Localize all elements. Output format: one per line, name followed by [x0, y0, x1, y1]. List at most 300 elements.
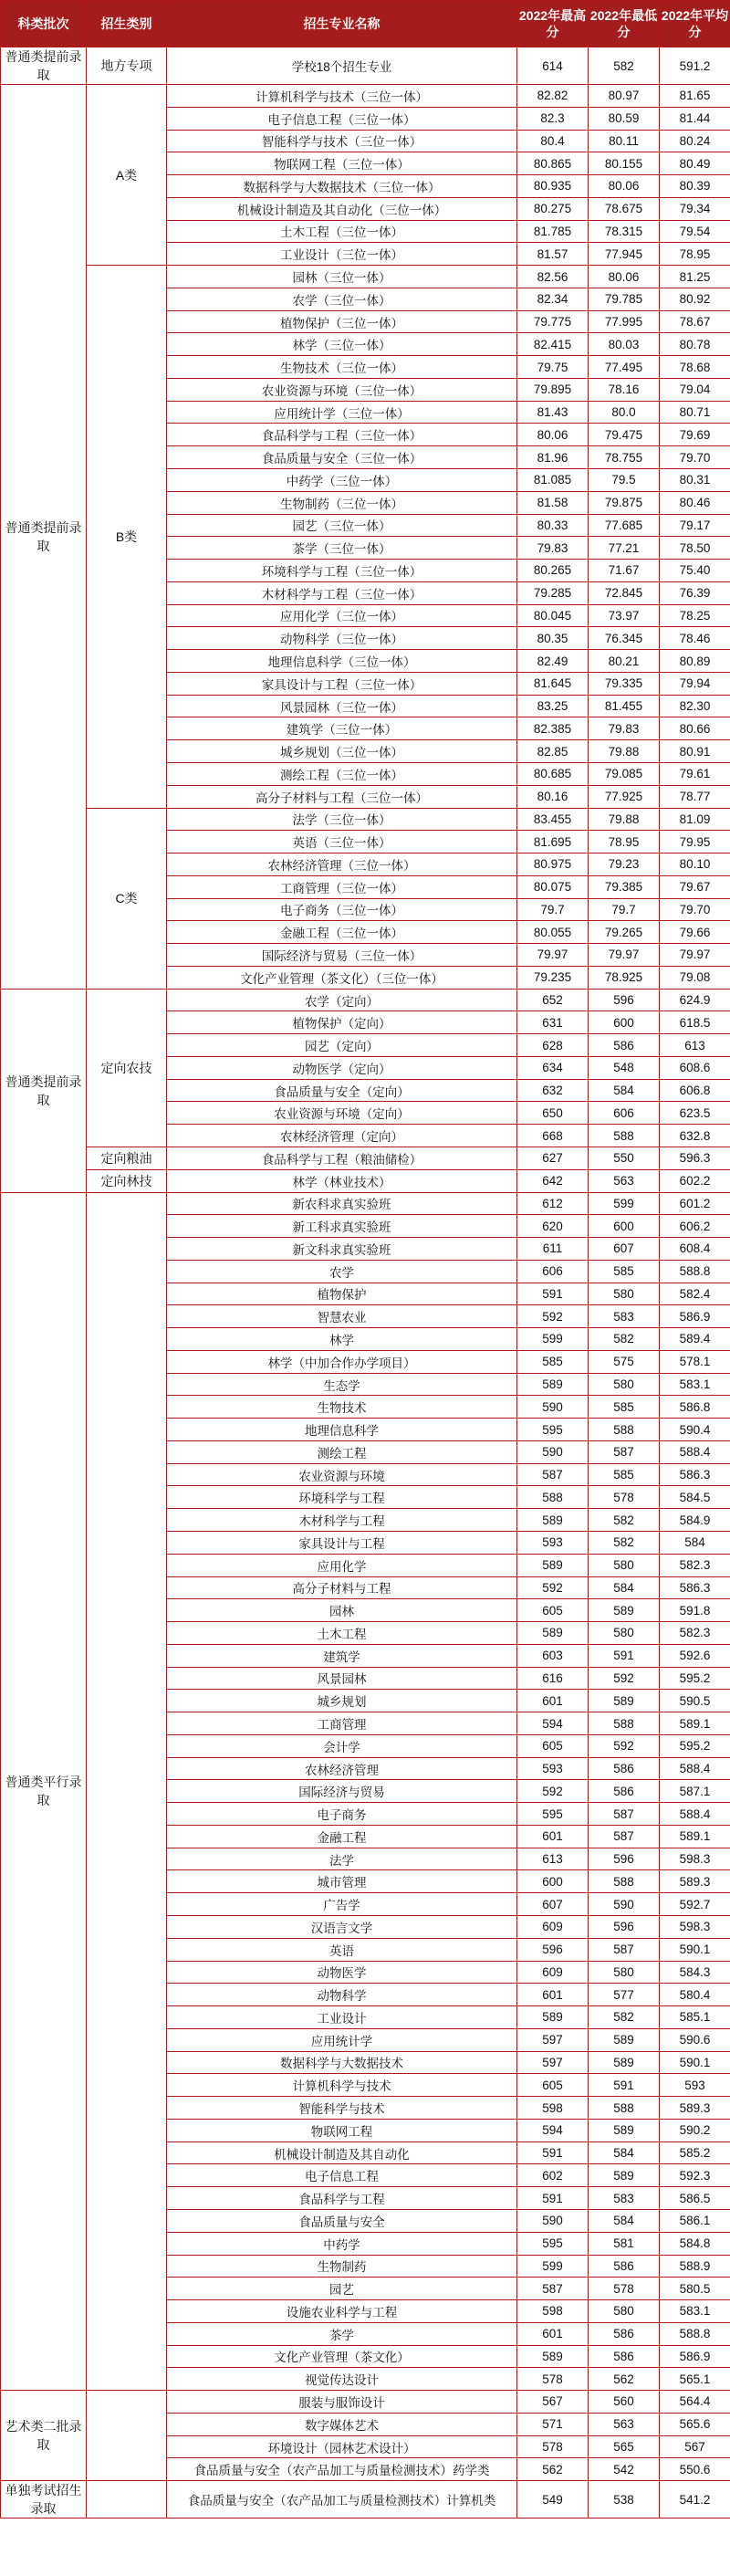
- min-score-cell: 582: [589, 1509, 660, 1532]
- min-score-cell: 584: [589, 1079, 660, 1102]
- avg-score-cell: 78.77: [660, 785, 730, 808]
- max-score-cell: 599: [517, 1328, 589, 1351]
- avg-score-cell: 580.4: [660, 1984, 730, 2006]
- min-score-cell: 585: [589, 1260, 660, 1283]
- max-score-cell: 632: [517, 1079, 589, 1102]
- avg-score-cell: 596.3: [660, 1147, 730, 1169]
- major-name-cell: 高分子材料与工程: [167, 1576, 517, 1599]
- max-score-cell: 594: [517, 1712, 589, 1735]
- major-name-cell: 食品质量与安全（定向）: [167, 1079, 517, 1102]
- avg-score-cell: 81.09: [660, 808, 730, 831]
- max-score-cell: 79.235: [517, 966, 589, 989]
- min-score-cell: 578: [589, 2278, 660, 2300]
- avg-score-cell: 589.3: [660, 2097, 730, 2120]
- avg-score-cell: 590.4: [660, 1419, 730, 1441]
- max-score-cell: 595: [517, 1419, 589, 1441]
- avg-score-cell: 585.2: [660, 2141, 730, 2164]
- major-name-cell: 高分子材料与工程（三位一体）: [167, 785, 517, 808]
- min-score-cell: 590: [589, 1893, 660, 1916]
- category-cell: [87, 1192, 167, 2391]
- major-name-cell: 应用统计学（三位一体）: [167, 401, 517, 424]
- avg-score-cell: 78.50: [660, 537, 730, 560]
- min-score-cell: 79.265: [589, 921, 660, 944]
- table-row: [1, 989, 730, 1011]
- major-name-cell: 生物制药（三位一体）: [167, 491, 517, 514]
- major-name-cell: 电子信息工程（三位一体）: [167, 107, 517, 130]
- max-score-cell: 589: [517, 1373, 589, 1396]
- min-score-cell: 79.88: [589, 740, 660, 763]
- table-row: [1, 1147, 730, 1169]
- min-score-cell: 582: [589, 1532, 660, 1555]
- batch-cell: 普通类提前录取: [1, 47, 87, 85]
- min-score-cell: 79.83: [589, 717, 660, 740]
- avg-score-cell: 79.54: [660, 220, 730, 243]
- header-category: 招生类别: [87, 1, 167, 47]
- max-score-cell: 603: [517, 1644, 589, 1667]
- max-score-cell: 80.33: [517, 514, 589, 537]
- min-score-cell: 78.925: [589, 966, 660, 989]
- max-score-cell: 616: [517, 1667, 589, 1690]
- avg-score-cell: 587.1: [660, 1780, 730, 1803]
- max-score-cell: 80.045: [517, 604, 589, 627]
- major-name-cell: 城市管理: [167, 1870, 517, 1893]
- major-name-cell: 文化产业管理（茶文化）（三位一体）: [167, 966, 517, 989]
- avg-score-cell: 79.17: [660, 514, 730, 537]
- major-name-cell: 植物保护（定向）: [167, 1011, 517, 1034]
- max-score-cell: 591: [517, 2141, 589, 2164]
- avg-score-cell: 598.3: [660, 1916, 730, 1939]
- max-score-cell: 80.265: [517, 560, 589, 582]
- min-score-cell: 577: [589, 1984, 660, 2006]
- min-score-cell: 79.23: [589, 853, 660, 876]
- max-score-cell: 567: [517, 2391, 589, 2414]
- min-score-cell: 80.97: [589, 85, 660, 108]
- max-score-cell: 597: [517, 2051, 589, 2074]
- min-score-cell: 589: [589, 2119, 660, 2141]
- min-score-cell: 583: [589, 2187, 660, 2210]
- major-name-cell: 食品质量与安全: [167, 2209, 517, 2232]
- avg-score-cell: 585.1: [660, 2006, 730, 2029]
- max-score-cell: 81.645: [517, 672, 589, 695]
- header-min-score: 2022年最低分: [589, 1, 660, 47]
- max-score-cell: 628: [517, 1034, 589, 1057]
- batch-cell: 普通类提前录取: [1, 989, 87, 1192]
- max-score-cell: 578: [517, 2435, 589, 2458]
- major-name-cell: 服装与服饰设计: [167, 2391, 517, 2414]
- avg-score-cell: 589.1: [660, 1825, 730, 1848]
- major-name-cell: 机械设计制造及其自动化（三位一体）: [167, 197, 517, 220]
- avg-score-cell: 584.9: [660, 1509, 730, 1532]
- max-score-cell: 82.85: [517, 740, 589, 763]
- max-score-cell: 81.785: [517, 220, 589, 243]
- max-score-cell: 601: [517, 1984, 589, 2006]
- min-score-cell: 588: [589, 1419, 660, 1441]
- major-name-cell: 环境设计（园林艺术设计）: [167, 2435, 517, 2458]
- max-score-cell: 642: [517, 1169, 589, 1192]
- major-name-cell: 工商管理（三位一体）: [167, 875, 517, 898]
- major-name-cell: 家具设计与工程: [167, 1532, 517, 1555]
- min-score-cell: 596: [589, 1916, 660, 1939]
- min-score-cell: 80.21: [589, 650, 660, 673]
- max-score-cell: 82.49: [517, 650, 589, 673]
- min-score-cell: 550: [589, 1147, 660, 1169]
- category-cell: 定向林技: [87, 1169, 167, 1192]
- min-score-cell: 79.7: [589, 898, 660, 921]
- min-score-cell: 586: [589, 1780, 660, 1803]
- avg-score-cell: 583.1: [660, 2300, 730, 2323]
- max-score-cell: 607: [517, 1893, 589, 1916]
- max-score-cell: 589: [517, 1554, 589, 1576]
- max-score-cell: 598: [517, 2300, 589, 2323]
- max-score-cell: 549: [517, 2481, 589, 2518]
- max-score-cell: 590: [517, 2209, 589, 2232]
- min-score-cell: 560: [589, 2391, 660, 2414]
- avg-score-cell: 618.5: [660, 1011, 730, 1034]
- max-score-cell: 591: [517, 2187, 589, 2210]
- avg-score-cell: 601.2: [660, 1192, 730, 1215]
- avg-score-cell: 589.4: [660, 1328, 730, 1351]
- max-score-cell: 83.455: [517, 808, 589, 831]
- max-score-cell: 587: [517, 2278, 589, 2300]
- major-name-cell: 电子商务（三位一体）: [167, 898, 517, 921]
- major-name-cell: 食品质量与安全（农产品加工与质量检测技术）计算机类: [167, 2481, 517, 2518]
- avg-score-cell: 79.69: [660, 424, 730, 446]
- min-score-cell: 80.11: [589, 130, 660, 152]
- min-score-cell: 600: [589, 1215, 660, 1238]
- max-score-cell: 83.25: [517, 695, 589, 717]
- major-name-cell: 中药学: [167, 2232, 517, 2255]
- min-score-cell: 589: [589, 1599, 660, 1622]
- max-score-cell: 80.975: [517, 853, 589, 876]
- header-row: [1, 1, 730, 47]
- max-score-cell: 80.865: [517, 152, 589, 175]
- min-score-cell: 562: [589, 2368, 660, 2391]
- table-row: [1, 85, 730, 108]
- avg-score-cell: 586.9: [660, 2345, 730, 2368]
- min-score-cell: 79.385: [589, 875, 660, 898]
- max-score-cell: 591: [517, 1283, 589, 1305]
- min-score-cell: 578: [589, 1486, 660, 1509]
- major-name-cell: 风景园林: [167, 1667, 517, 1690]
- avg-score-cell: 598.3: [660, 1848, 730, 1870]
- min-score-cell: 77.995: [589, 310, 660, 333]
- major-name-cell: 计算机科学与技术（三位一体）: [167, 85, 517, 108]
- avg-score-cell: 588.4: [660, 1440, 730, 1463]
- max-score-cell: 612: [517, 1192, 589, 1215]
- avg-score-cell: 592.7: [660, 1893, 730, 1916]
- min-score-cell: 592: [589, 1667, 660, 1690]
- major-name-cell: 国际经济与贸易（三位一体）: [167, 944, 517, 967]
- min-score-cell: 79.875: [589, 491, 660, 514]
- major-name-cell: 地理信息科学: [167, 1419, 517, 1441]
- max-score-cell: 598: [517, 2097, 589, 2120]
- avg-score-cell: 80.92: [660, 288, 730, 310]
- min-score-cell: 586: [589, 2345, 660, 2368]
- category-cell: 定向农技: [87, 989, 167, 1147]
- min-score-cell: 79.785: [589, 288, 660, 310]
- min-score-cell: 77.21: [589, 537, 660, 560]
- category-cell: 地方专项: [87, 47, 167, 85]
- max-score-cell: 82.415: [517, 333, 589, 356]
- batch-cell: 普通类平行录取: [1, 1192, 87, 2391]
- avg-score-cell: 76.39: [660, 581, 730, 604]
- major-name-cell: 生物制药: [167, 2255, 517, 2278]
- min-score-cell: 71.67: [589, 560, 660, 582]
- min-score-cell: 588: [589, 1712, 660, 1735]
- avg-score-cell: 79.97: [660, 944, 730, 967]
- max-score-cell: 593: [517, 1757, 589, 1780]
- major-name-cell: 文化产业管理（茶文化）: [167, 2345, 517, 2368]
- major-name-cell: 园艺（三位一体）: [167, 514, 517, 537]
- min-score-cell: 78.755: [589, 446, 660, 469]
- max-score-cell: 609: [517, 1916, 589, 1939]
- major-name-cell: 茶学: [167, 2322, 517, 2345]
- avg-score-cell: 79.70: [660, 898, 730, 921]
- avg-score-cell: 586.8: [660, 1396, 730, 1419]
- major-name-cell: 数据科学与大数据技术（三位一体）: [167, 175, 517, 198]
- min-score-cell: 587: [589, 1825, 660, 1848]
- major-name-cell: 学校18个招生专业: [167, 47, 517, 85]
- max-score-cell: 631: [517, 1011, 589, 1034]
- major-name-cell: 园林: [167, 1599, 517, 1622]
- avg-score-cell: 590.1: [660, 1938, 730, 1961]
- min-score-cell: 575: [589, 1350, 660, 1373]
- min-score-cell: 589: [589, 1690, 660, 1712]
- min-score-cell: 588: [589, 1125, 660, 1147]
- avg-score-cell: 81.25: [660, 266, 730, 288]
- avg-score-cell: 79.34: [660, 197, 730, 220]
- min-score-cell: 589: [589, 2164, 660, 2187]
- avg-score-cell: 623.5: [660, 1102, 730, 1125]
- major-name-cell: 农业资源与环境: [167, 1463, 517, 1486]
- min-score-cell: 582: [589, 2006, 660, 2029]
- major-name-cell: 生态学: [167, 1373, 517, 1396]
- major-name-cell: 农学: [167, 1260, 517, 1283]
- major-name-cell: 数字媒体艺术: [167, 2413, 517, 2435]
- max-score-cell: 589: [517, 1509, 589, 1532]
- min-score-cell: 584: [589, 2141, 660, 2164]
- avg-score-cell: 78.67: [660, 310, 730, 333]
- avg-score-cell: 592.6: [660, 1644, 730, 1667]
- major-name-cell: 应用统计学: [167, 2028, 517, 2051]
- major-name-cell: 物联网工程（三位一体）: [167, 152, 517, 175]
- max-score-cell: 627: [517, 1147, 589, 1169]
- major-name-cell: 动物医学（定向）: [167, 1056, 517, 1079]
- major-name-cell: 新文科求真实验班: [167, 1238, 517, 1261]
- category-cell: A类: [87, 85, 167, 266]
- min-score-cell: 80.06: [589, 266, 660, 288]
- max-score-cell: 80.055: [517, 921, 589, 944]
- category-cell: [87, 2481, 167, 2518]
- max-score-cell: 605: [517, 1734, 589, 1757]
- avg-score-cell: 80.10: [660, 853, 730, 876]
- avg-score-cell: 82.30: [660, 695, 730, 717]
- major-name-cell: 金融工程: [167, 1825, 517, 1848]
- min-score-cell: 538: [589, 2481, 660, 2518]
- major-name-cell: 英语: [167, 1938, 517, 1961]
- avg-score-cell: 584.3: [660, 1961, 730, 1984]
- max-score-cell: 80.075: [517, 875, 589, 898]
- avg-score-cell: 81.65: [660, 85, 730, 108]
- avg-score-cell: 586.9: [660, 1305, 730, 1328]
- table-row: [1, 808, 730, 831]
- min-score-cell: 580: [589, 2300, 660, 2323]
- avg-score-cell: 78.68: [660, 356, 730, 379]
- max-score-cell: 82.34: [517, 288, 589, 310]
- max-score-cell: 601: [517, 1825, 589, 1848]
- avg-score-cell: 606.2: [660, 1215, 730, 1238]
- max-score-cell: 590: [517, 1396, 589, 1419]
- table-row: [1, 2481, 730, 2518]
- max-score-cell: 592: [517, 1305, 589, 1328]
- avg-score-cell: 624.9: [660, 989, 730, 1011]
- avg-score-cell: 80.66: [660, 717, 730, 740]
- max-score-cell: 589: [517, 2006, 589, 2029]
- min-score-cell: 580: [589, 1622, 660, 1645]
- avg-score-cell: 80.39: [660, 175, 730, 198]
- max-score-cell: 613: [517, 1848, 589, 1870]
- header-major: 招生专业名称: [167, 1, 517, 47]
- avg-score-cell: 78.46: [660, 627, 730, 650]
- min-score-cell: 586: [589, 1757, 660, 1780]
- min-score-cell: 580: [589, 1373, 660, 1396]
- category-cell: B类: [87, 266, 167, 808]
- max-score-cell: 79.97: [517, 944, 589, 967]
- min-score-cell: 563: [589, 1169, 660, 1192]
- avg-score-cell: 578.1: [660, 1350, 730, 1373]
- max-score-cell: 80.685: [517, 762, 589, 785]
- header-batch: 科类批次: [1, 1, 87, 47]
- max-score-cell: 611: [517, 1238, 589, 1261]
- max-score-cell: 592: [517, 1780, 589, 1803]
- table-row: [1, 1169, 730, 1192]
- min-score-cell: 584: [589, 1576, 660, 1599]
- header-max-score: 2022年最高分: [517, 1, 589, 47]
- max-score-cell: 82.56: [517, 266, 589, 288]
- max-score-cell: 79.895: [517, 378, 589, 401]
- major-name-cell: 会计学: [167, 1734, 517, 1757]
- major-name-cell: 食品科学与工程（粮油储检）: [167, 1147, 517, 1169]
- min-score-cell: 591: [589, 2074, 660, 2097]
- avg-score-cell: 79.61: [660, 762, 730, 785]
- avg-score-cell: 582.3: [660, 1622, 730, 1645]
- avg-score-cell: 80.46: [660, 491, 730, 514]
- max-score-cell: 606: [517, 1260, 589, 1283]
- min-score-cell: 606: [589, 1102, 660, 1125]
- major-name-cell: 智慧农业: [167, 1305, 517, 1328]
- min-score-cell: 581: [589, 2232, 660, 2255]
- max-score-cell: 81.085: [517, 469, 589, 492]
- table-row: [1, 47, 730, 85]
- max-score-cell: 562: [517, 2458, 589, 2481]
- avg-score-cell: 79.94: [660, 672, 730, 695]
- major-name-cell: 木材科学与工程: [167, 1509, 517, 1532]
- max-score-cell: 80.4: [517, 130, 589, 152]
- major-name-cell: 英语（三位一体）: [167, 831, 517, 853]
- batch-cell: 单独考试招生录取: [1, 2481, 87, 2518]
- avg-score-cell: 590.6: [660, 2028, 730, 2051]
- avg-score-cell: 80.31: [660, 469, 730, 492]
- avg-score-cell: 564.4: [660, 2391, 730, 2414]
- major-name-cell: 汉语言文学: [167, 1916, 517, 1939]
- major-name-cell: 城乡规划（三位一体）: [167, 740, 517, 763]
- major-name-cell: 应用化学: [167, 1554, 517, 1576]
- major-name-cell: 数据科学与大数据技术: [167, 2051, 517, 2074]
- min-score-cell: 79.475: [589, 424, 660, 446]
- major-name-cell: 新工科求真实验班: [167, 1215, 517, 1238]
- min-score-cell: 596: [589, 989, 660, 1011]
- max-score-cell: 79.75: [517, 356, 589, 379]
- max-score-cell: 81.96: [517, 446, 589, 469]
- major-name-cell: 应用化学（三位一体）: [167, 604, 517, 627]
- min-score-cell: 79.335: [589, 672, 660, 695]
- min-score-cell: 77.495: [589, 356, 660, 379]
- max-score-cell: 589: [517, 1622, 589, 1645]
- table-row: [1, 266, 730, 288]
- max-score-cell: 594: [517, 2119, 589, 2141]
- avg-score-cell: 541.2: [660, 2481, 730, 2518]
- major-name-cell: 建筑学（三位一体）: [167, 717, 517, 740]
- max-score-cell: 79.7: [517, 898, 589, 921]
- min-score-cell: 542: [589, 2458, 660, 2481]
- avg-score-cell: 591.2: [660, 47, 730, 85]
- max-score-cell: 620: [517, 1215, 589, 1238]
- avg-score-cell: 590.2: [660, 2119, 730, 2141]
- table-row: [1, 2391, 730, 2414]
- major-name-cell: 新农科求真实验班: [167, 1192, 517, 1215]
- major-name-cell: 风景园林（三位一体）: [167, 695, 517, 717]
- max-score-cell: 601: [517, 2322, 589, 2345]
- max-score-cell: 80.275: [517, 197, 589, 220]
- avg-score-cell: 595.2: [660, 1734, 730, 1757]
- major-name-cell: 智能科学与技术（三位一体）: [167, 130, 517, 152]
- max-score-cell: 609: [517, 1961, 589, 1984]
- avg-score-cell: 590.5: [660, 1690, 730, 1712]
- category-cell: 定向粮油: [87, 1147, 167, 1169]
- major-name-cell: 园艺（定向）: [167, 1034, 517, 1057]
- major-name-cell: 土木工程: [167, 1622, 517, 1645]
- avg-score-cell: 588.9: [660, 2255, 730, 2278]
- major-name-cell: 林学: [167, 1328, 517, 1351]
- min-score-cell: 585: [589, 1396, 660, 1419]
- major-name-cell: 农业资源与环境（定向）: [167, 1102, 517, 1125]
- min-score-cell: 80.155: [589, 152, 660, 175]
- major-name-cell: 动物医学: [167, 1961, 517, 1984]
- max-score-cell: 578: [517, 2368, 589, 2391]
- major-name-cell: 农林经济管理（定向）: [167, 1125, 517, 1147]
- avg-score-cell: 602.2: [660, 1169, 730, 1192]
- min-score-cell: 78.16: [589, 378, 660, 401]
- avg-score-cell: 79.67: [660, 875, 730, 898]
- avg-score-cell: 79.66: [660, 921, 730, 944]
- min-score-cell: 548: [589, 1056, 660, 1079]
- max-score-cell: 597: [517, 2028, 589, 2051]
- avg-score-cell: 584.8: [660, 2232, 730, 2255]
- max-score-cell: 589: [517, 2345, 589, 2368]
- avg-score-cell: 584: [660, 1532, 730, 1555]
- major-name-cell: 电子商务: [167, 1803, 517, 1826]
- min-score-cell: 79.085: [589, 762, 660, 785]
- major-name-cell: 土木工程（三位一体）: [167, 220, 517, 243]
- avg-score-cell: 608.6: [660, 1056, 730, 1079]
- min-score-cell: 79.88: [589, 808, 660, 831]
- avg-score-cell: 80.71: [660, 401, 730, 424]
- min-score-cell: 77.925: [589, 785, 660, 808]
- batch-cell: 艺术类二批录取: [1, 2391, 87, 2481]
- major-name-cell: 农学（定向）: [167, 989, 517, 1011]
- avg-score-cell: 78.95: [660, 243, 730, 266]
- major-name-cell: 园林（三位一体）: [167, 266, 517, 288]
